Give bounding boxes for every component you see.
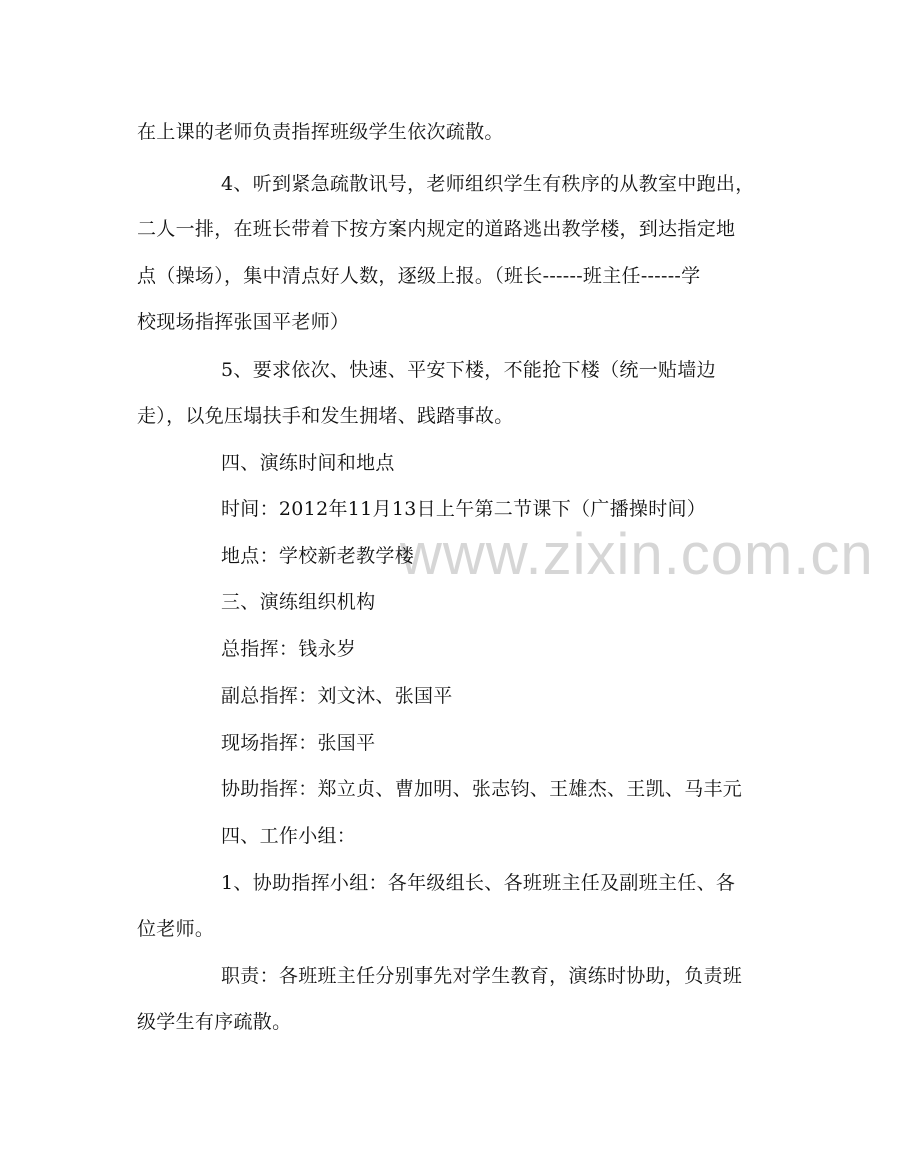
paragraph-line: 二人一排，在班长带着下按方案内规定的道路逃出教学楼，到达指定地	[137, 218, 736, 240]
paragraph-line: 协助指挥：郑立贞、曹加明、张志钧、王雄杰、王凯、马丰元	[221, 778, 743, 800]
paragraph-line: 走），以免压塌扶手和发生拥堵、践踏事故。	[137, 405, 514, 427]
paragraph-line: 总指挥：钱永岁	[221, 638, 357, 660]
section-heading: 四、工作小组：	[221, 825, 357, 847]
paragraph-line: 点（操场），集中清点好人数，逐级上报。（班长------班主任------学	[137, 265, 701, 287]
section-heading: 四、演练时间和地点	[221, 452, 395, 474]
paragraph-line: 现场指挥：张国平	[221, 732, 376, 754]
paragraph-line: 在上课的老师负责指挥班级学生依次疏散。	[137, 121, 504, 143]
paragraph-line: 时间：2012年11月13日上午第二节课下（广播操时间）	[221, 498, 707, 520]
watermark: www.zixin.com.cn	[400, 522, 874, 587]
paragraph-line: 级学生有序疏散。	[137, 1011, 292, 1033]
paragraph-line: 副总指挥：刘文沐、张国平	[221, 685, 453, 707]
section-heading: 三、演练组织机构	[221, 591, 376, 613]
paragraph-line: 位老师。	[137, 918, 215, 940]
paragraph-line: 4、听到紧急疏散讯号，老师组织学生有秩序的从教室中跑出，	[221, 173, 755, 195]
paragraph-line: 1、协助指挥小组：各年级组长、各班班主任及副班主任、各	[221, 872, 736, 894]
paragraph-line: 地点：学校新老教学楼	[221, 545, 415, 567]
paragraph-line: 校现场指挥张国平老师）	[137, 311, 350, 333]
paragraph-line: 职责：各班班主任分别事先对学生教育，演练时协助，负责班	[221, 965, 743, 987]
paragraph-line: 5、要求依次、快速、平安下楼，不能抢下楼（统一贴墙边	[221, 359, 716, 381]
